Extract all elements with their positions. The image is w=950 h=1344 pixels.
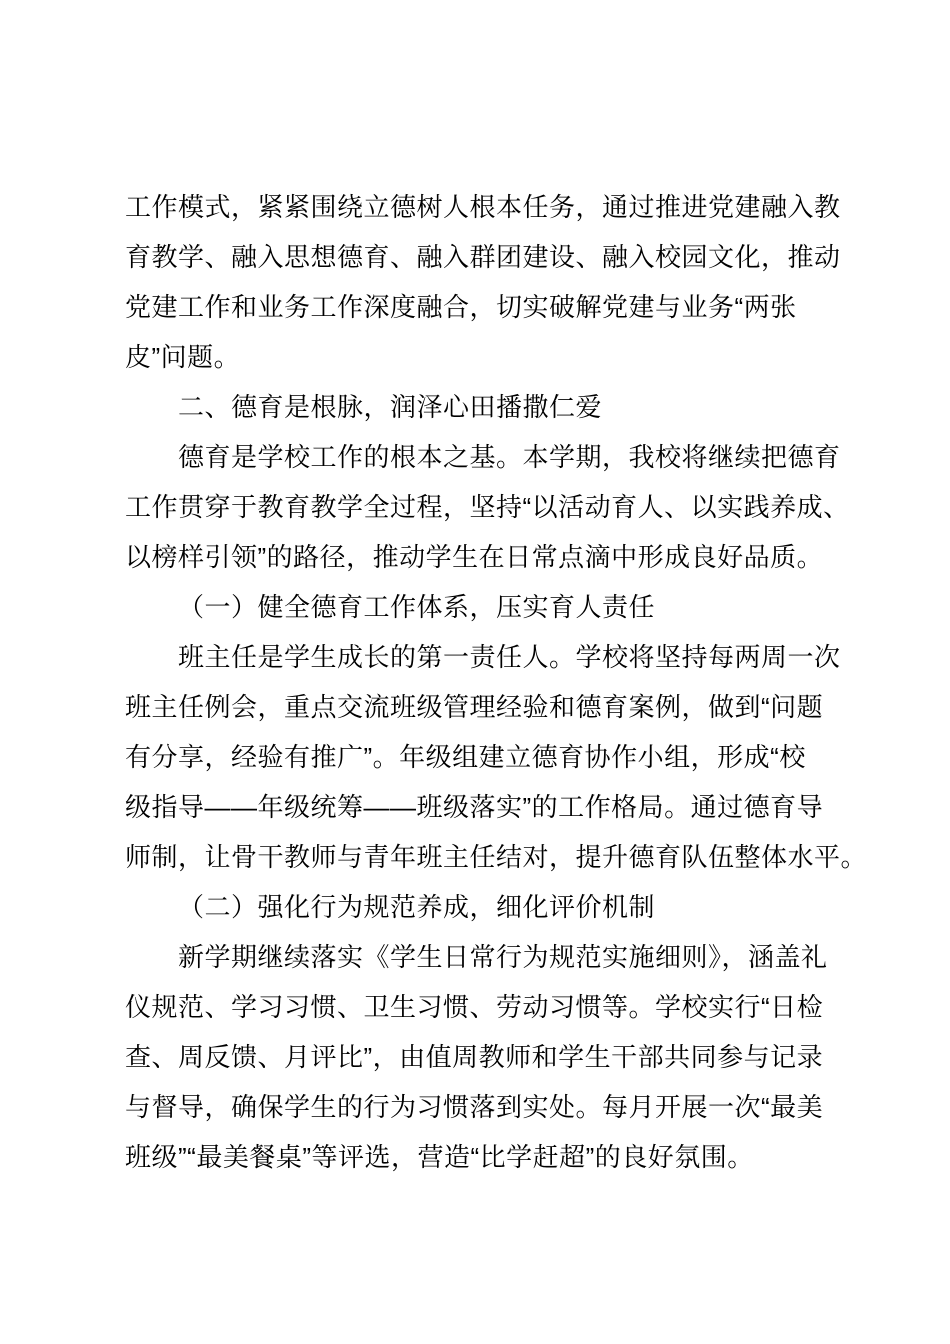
text-line: 以榜样引领”的路径，推动学生在日常点滴中形成良好品质。 [125, 542, 824, 572]
text-line: 班主任例会，重点交流班级管理经验和德育案例，做到“问题 [125, 692, 824, 722]
paragraph-class-teacher-system [125, 632, 895, 882]
heading-line: （一）健全德育工作体系，压实育人责任 [178, 592, 656, 622]
text-line: 班级”“最美餐桌”等评选，营造“比学赶超”的良好氛围。 [125, 1142, 754, 1172]
text-line: 查、周反馈、月评比”，由值周教师和学生干部共同参与记录 [125, 1042, 824, 1072]
document-body [125, 182, 895, 1182]
text-line: 工作贯穿于教育教学全过程，坚持“以活动育人、以实践养成、 [125, 492, 850, 522]
text-line: 与督导，确保学生的行为习惯落到实处。每月开展一次“最美 [125, 1092, 824, 1122]
heading-line: 二、德育是根脉，润泽心田播撒仁爱 [178, 392, 603, 422]
text-line: 党建工作和业务工作深度融合，切实破解党建与业务“两张 [125, 292, 797, 322]
text-line: 育教学、融入思想德育、融入群团建设、融入校园文化，推动 [125, 242, 841, 272]
paragraph-moral-education-intro [125, 432, 895, 582]
heading-subsection-1-moral-system [125, 582, 895, 632]
text-line: 仪规范、学习习惯、卫生习惯、劳动习惯等。学校实行“日检 [125, 992, 824, 1022]
text-line: 新学期继续落实《学生日常行为规范实施细则》，涵盖礼 [178, 942, 828, 972]
text-line: 有分享，经验有推广”。年级组建立德育协作小组，形成“校 [125, 742, 806, 772]
text-line: 工作模式，紧紧围绕立德树人根本任务，通过推进党建融入教 [125, 192, 841, 222]
paragraph-party-building-continuation [125, 182, 895, 382]
text-line: 级指导——年级统筹——班级落实”的工作格局。通过德育导 [125, 792, 824, 822]
text-line: 皮”问题。 [125, 342, 241, 372]
heading-section-2-moral-education [125, 382, 895, 432]
heading-line: （二）强化行为规范养成，细化评价机制 [178, 892, 656, 922]
text-line: 班主任是学生成长的第一责任人。学校将坚持每两周一次 [178, 642, 841, 672]
paragraph-behavior-norms-detail [125, 932, 895, 1182]
heading-subsection-2-behavior-norms [125, 882, 895, 932]
text-line: 德育是学校工作的根本之基。本学期，我校将继续把德育 [178, 442, 841, 472]
text-line: 师制，让骨干教师与青年班主任结对，提升德育队伍整体水平。 [125, 842, 868, 872]
